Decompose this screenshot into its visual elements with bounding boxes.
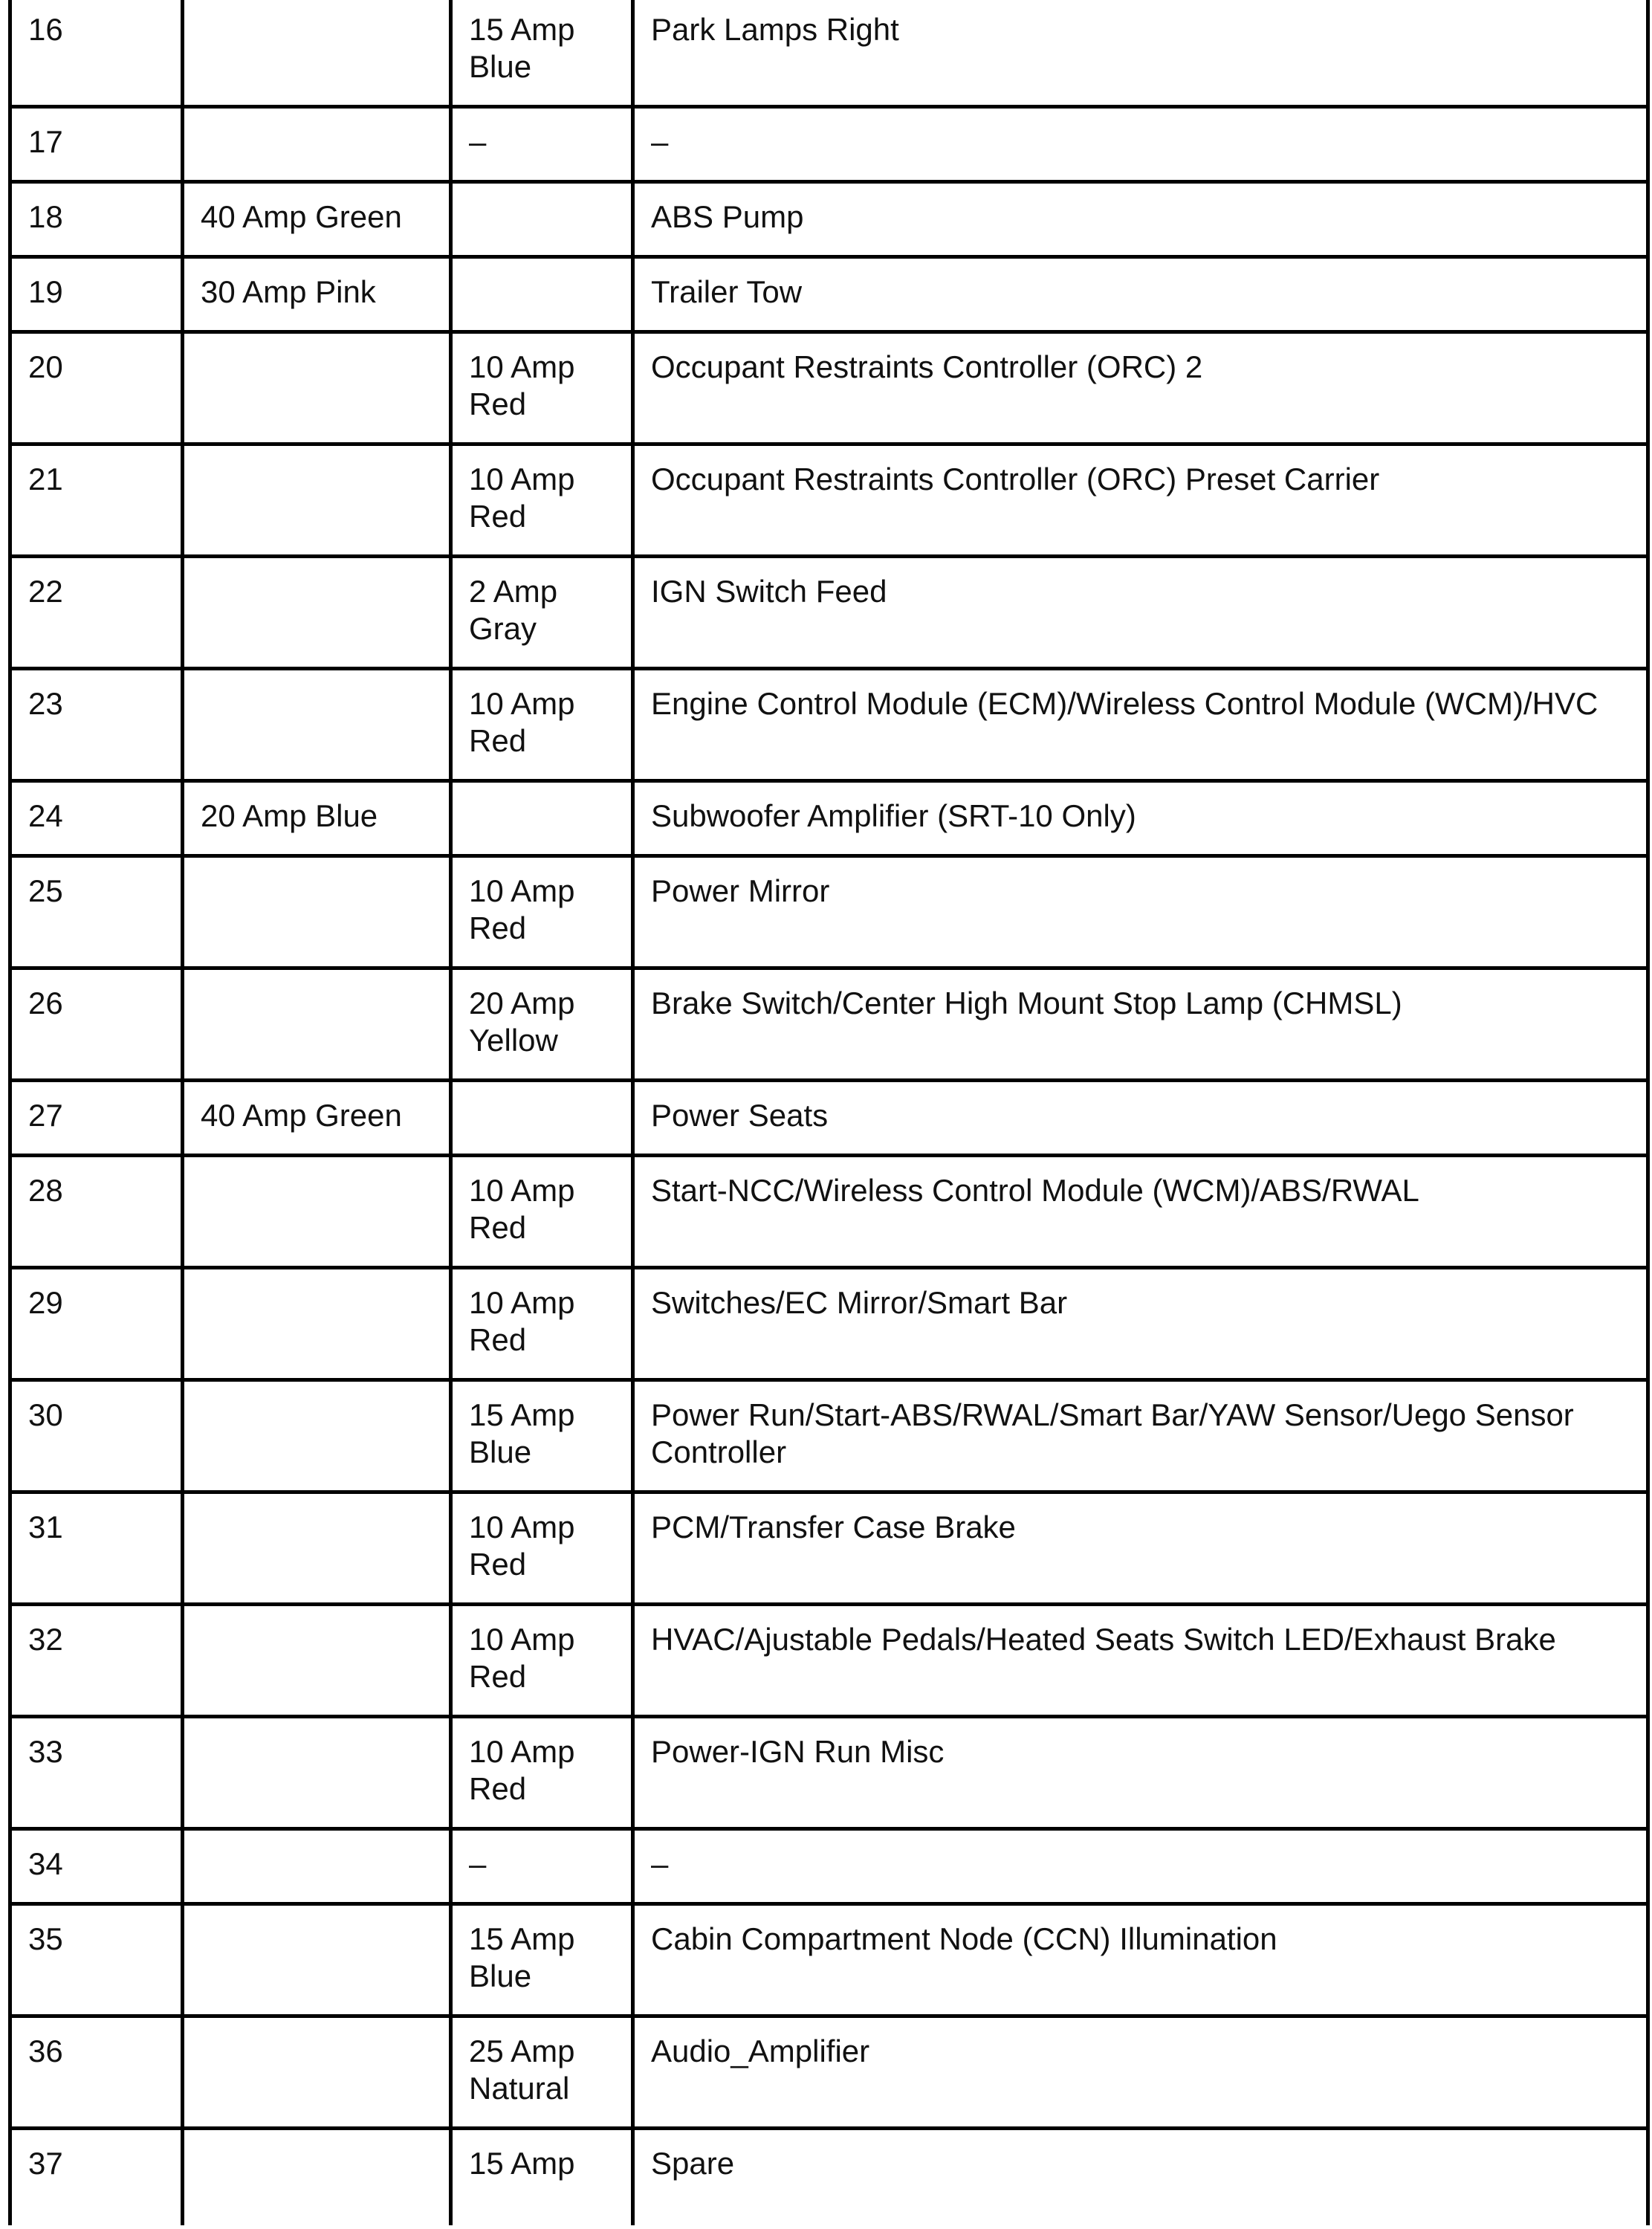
cavity-cell: [10, 1268, 183, 1380]
table-row: [10, 0, 1648, 107]
mini-fuse-rating: Red: [469, 723, 527, 758]
cavity-cell: [10, 1156, 183, 1268]
cavity-cell: [10, 444, 183, 557]
mini-fuse-cell: [451, 107, 633, 182]
cavity-number: 35: [28, 1921, 63, 1956]
mini-fuse-cell: [451, 669, 633, 781]
cartridge-fuse-cell: [183, 968, 451, 1081]
mini-fuse-rating: 10 Amp: [469, 1285, 575, 1320]
table-row: [10, 669, 1648, 781]
mini-fuse-rating: Yellow: [469, 1023, 558, 1058]
description-cell: [633, 2129, 1648, 2225]
cavity-cell: [10, 2129, 183, 2225]
table-row: [10, 1492, 1648, 1605]
cavity-number: 20: [28, 349, 63, 384]
mini-fuse-cell: [451, 1081, 633, 1156]
description-cell: [633, 781, 1648, 856]
cavity-number: 31: [28, 1510, 63, 1544]
cartridge-fuse-cell: [183, 1081, 451, 1156]
cartridge-fuse-cell: [183, 2129, 451, 2225]
cavity-number: 18: [28, 199, 63, 234]
description-cell: [633, 0, 1648, 107]
mini-fuse-rating: 10 Amp: [469, 1173, 575, 1208]
mini-fuse-rating: 25 Amp: [469, 2034, 575, 2068]
description-cell: [633, 2016, 1648, 2129]
description-cell: [633, 669, 1648, 781]
mini-fuse-rating: 15 Amp: [469, 12, 575, 47]
description-cell: [633, 107, 1648, 182]
mini-fuse-rating: 10 Amp: [469, 462, 575, 496]
mini-fuse-rating: Blue: [469, 1434, 532, 1469]
cavity-cell: [10, 182, 183, 257]
circuit-description: –: [651, 1846, 669, 1881]
cartridge-fuse-cell: [183, 557, 451, 669]
cartridge-fuse-rating: 40 Amp Green: [201, 1098, 402, 1133]
mini-fuse-rating: Red: [469, 499, 527, 534]
fuse-table-body: [10, 0, 1648, 2225]
description-cell: [633, 444, 1648, 557]
table-row: [10, 257, 1648, 332]
mini-fuse-cell: [451, 1717, 633, 1829]
circuit-description: Subwoofer Amplifier (SRT-10 Only): [651, 798, 1136, 833]
circuit-description: IGN Switch Feed: [651, 574, 887, 609]
table-row: [10, 1829, 1648, 1904]
mini-fuse-rating: 15 Amp: [469, 2146, 575, 2181]
circuit-description: Power Run/Start-ABS/RWAL/Smart Bar/YAW Sensor/Uego Sensor Controller: [651, 1397, 1574, 1469]
cartridge-fuse-cell: [183, 182, 451, 257]
table-row: [10, 1717, 1648, 1829]
cartridge-fuse-rating: 20 Amp Blue: [201, 798, 378, 833]
cartridge-fuse-rating: 30 Amp Pink: [201, 274, 376, 309]
cavity-cell: [10, 669, 183, 781]
table-row: [10, 444, 1648, 557]
cartridge-fuse-cell: [183, 2016, 451, 2129]
cavity-cell: [10, 1717, 183, 1829]
description-cell: [633, 1268, 1648, 1380]
mini-fuse-cell: [451, 2016, 633, 2129]
cavity-number: 27: [28, 1098, 63, 1133]
cartridge-fuse-cell: [183, 1904, 451, 2016]
table-row: [10, 1904, 1648, 2016]
mini-fuse-cell: [451, 332, 633, 444]
mini-fuse-cell: [451, 0, 633, 107]
cavity-cell: [10, 557, 183, 669]
description-cell: [633, 557, 1648, 669]
cartridge-fuse-cell: [183, 781, 451, 856]
circuit-description: Switches/EC Mirror/Smart Bar: [651, 1285, 1068, 1320]
description-cell: [633, 1717, 1648, 1829]
table-row: [10, 1605, 1648, 1717]
cartridge-fuse-cell: [183, 1829, 451, 1904]
mini-fuse-cell: [451, 444, 633, 557]
circuit-description: Trailer Tow: [651, 274, 803, 309]
mini-fuse-rating: Blue: [469, 1958, 532, 1993]
table-row: [10, 107, 1648, 182]
circuit-description: –: [651, 124, 669, 159]
description-cell: [633, 1904, 1648, 2016]
table-row: [10, 2129, 1648, 2225]
mini-fuse-rating: Red: [469, 1322, 527, 1357]
mini-fuse-cell: [451, 781, 633, 856]
cartridge-fuse-cell: [183, 1492, 451, 1605]
mini-fuse-rating: 20 Amp: [469, 986, 575, 1020]
cartridge-fuse-cell: [183, 1380, 451, 1492]
mini-fuse-rating: Red: [469, 386, 527, 421]
mini-fuse-rating: Gray: [469, 611, 537, 646]
circuit-description: Spare: [651, 2146, 735, 2181]
mini-fuse-cell: [451, 1380, 633, 1492]
circuit-description: Engine Control Module (ECM)/Wireless Control Module (WCM)/HVC: [651, 686, 1598, 721]
mini-fuse-cell: [451, 1268, 633, 1380]
cavity-cell: [10, 332, 183, 444]
table-row: [10, 2016, 1648, 2129]
mini-fuse-rating: Blue: [469, 49, 532, 84]
mini-fuse-rating: Red: [469, 1210, 527, 1245]
cavity-number: 37: [28, 2146, 63, 2181]
circuit-description: Brake Switch/Center High Mount Stop Lamp (CHMSL): [651, 986, 1402, 1020]
circuit-description: Cabin Compartment Node (CCN) Illumination: [651, 1921, 1277, 1956]
table-row: [10, 856, 1648, 968]
cartridge-fuse-cell: [183, 444, 451, 557]
table-row: [10, 182, 1648, 257]
cavity-number: 29: [28, 1285, 63, 1320]
mini-fuse-rating: 10 Amp: [469, 349, 575, 384]
circuit-description: HVAC/Ajustable Pedals/Heated Seats Switch LED/Exhaust Brake: [651, 1622, 1556, 1657]
mini-fuse-rating: –: [469, 124, 487, 159]
cavity-cell: [10, 1380, 183, 1492]
mini-fuse-rating: Natural: [469, 2071, 570, 2106]
circuit-description: Occupant Restraints Controller (ORC) 2: [651, 349, 1203, 384]
cartridge-fuse-cell: [183, 669, 451, 781]
table-row: [10, 1268, 1648, 1380]
mini-fuse-cell: [451, 1904, 633, 2016]
cartridge-fuse-cell: [183, 332, 451, 444]
mini-fuse-rating: Red: [469, 1771, 527, 1806]
table-row: [10, 968, 1648, 1081]
mini-fuse-rating: 10 Amp: [469, 1734, 575, 1769]
mini-fuse-cell: [451, 1492, 633, 1605]
cartridge-fuse-cell: [183, 107, 451, 182]
cartridge-fuse-cell: [183, 1717, 451, 1829]
cavity-number: 17: [28, 124, 63, 159]
circuit-description: Audio_Amplifier: [651, 2034, 870, 2068]
cavity-number: 25: [28, 873, 63, 908]
table-row: [10, 1380, 1648, 1492]
cavity-cell: [10, 1605, 183, 1717]
cartridge-fuse-cell: [183, 257, 451, 332]
description-cell: [633, 968, 1648, 1081]
circuit-description: Power Mirror: [651, 873, 830, 908]
cavity-number: 28: [28, 1173, 63, 1208]
cavity-cell: [10, 107, 183, 182]
mini-fuse-rating: Red: [469, 1547, 527, 1582]
circuit-description: PCM/Transfer Case Brake: [651, 1510, 1016, 1544]
cavity-cell: [10, 1081, 183, 1156]
description-cell: [633, 332, 1648, 444]
circuit-description: Power Seats: [651, 1098, 829, 1133]
description-cell: [633, 182, 1648, 257]
table-row: [10, 557, 1648, 669]
cavity-cell: [10, 2016, 183, 2129]
circuit-description: Park Lamps Right: [651, 12, 899, 47]
fuse-table: [8, 0, 1650, 2225]
cavity-cell: [10, 968, 183, 1081]
mini-fuse-cell: [451, 2129, 633, 2225]
cartridge-fuse-cell: [183, 1605, 451, 1717]
table-row: [10, 1081, 1648, 1156]
mini-fuse-cell: [451, 968, 633, 1081]
cavity-number: 19: [28, 274, 63, 309]
cartridge-fuse-cell: [183, 1156, 451, 1268]
mini-fuse-rating: –: [469, 1846, 487, 1881]
mini-fuse-rating: 10 Amp: [469, 1510, 575, 1544]
table-row: [10, 1156, 1648, 1268]
cartridge-fuse-cell: [183, 1268, 451, 1380]
mini-fuse-rating: 15 Amp: [469, 1397, 575, 1432]
cartridge-fuse-rating: 40 Amp Green: [201, 199, 402, 234]
mini-fuse-rating: 2 Amp: [469, 574, 558, 609]
cavity-cell: [10, 856, 183, 968]
description-cell: [633, 1492, 1648, 1605]
cavity-number: 22: [28, 574, 63, 609]
cartridge-fuse-cell: [183, 0, 451, 107]
description-cell: [633, 1380, 1648, 1492]
cavity-number: 32: [28, 1622, 63, 1657]
mini-fuse-rating: Red: [469, 1659, 527, 1694]
cavity-cell: [10, 0, 183, 107]
circuit-description: ABS Pump: [651, 199, 804, 234]
mini-fuse-cell: [451, 557, 633, 669]
mini-fuse-cell: [451, 856, 633, 968]
mini-fuse-rating: 10 Amp: [469, 873, 575, 908]
cavity-cell: [10, 257, 183, 332]
mini-fuse-rating: 10 Amp: [469, 1622, 575, 1657]
description-cell: [633, 1081, 1648, 1156]
cavity-cell: [10, 1904, 183, 2016]
mini-fuse-cell: [451, 182, 633, 257]
cavity-number: 34: [28, 1846, 63, 1881]
mini-fuse-rating: 10 Amp: [469, 686, 575, 721]
table-row: [10, 781, 1648, 856]
description-cell: [633, 1156, 1648, 1268]
mini-fuse-rating: Red: [469, 910, 527, 945]
mini-fuse-cell: [451, 1156, 633, 1268]
cavity-cell: [10, 1492, 183, 1605]
description-cell: [633, 1829, 1648, 1904]
description-cell: [633, 856, 1648, 968]
cavity-number: 16: [28, 12, 63, 47]
mini-fuse-cell: [451, 1605, 633, 1717]
cavity-number: 26: [28, 986, 63, 1020]
cartridge-fuse-cell: [183, 856, 451, 968]
cavity-cell: [10, 1829, 183, 1904]
mini-fuse-cell: [451, 1829, 633, 1904]
circuit-description: Occupant Restraints Controller (ORC) Preset Carrier: [651, 462, 1380, 496]
cavity-number: 33: [28, 1734, 63, 1769]
mini-fuse-cell: [451, 257, 633, 332]
cavity-number: 30: [28, 1397, 63, 1432]
mini-fuse-rating: 15 Amp: [469, 1921, 575, 1956]
description-cell: [633, 257, 1648, 332]
circuit-description: Start-NCC/Wireless Control Module (WCM)/ABS/RWAL: [651, 1173, 1419, 1208]
table-row: [10, 332, 1648, 444]
circuit-description: Power-IGN Run Misc: [651, 1734, 945, 1769]
cavity-number: 21: [28, 462, 63, 496]
cavity-cell: [10, 781, 183, 856]
cavity-number: 24: [28, 798, 63, 833]
cavity-number: 36: [28, 2034, 63, 2068]
cavity-number: 23: [28, 686, 63, 721]
description-cell: [633, 1605, 1648, 1717]
